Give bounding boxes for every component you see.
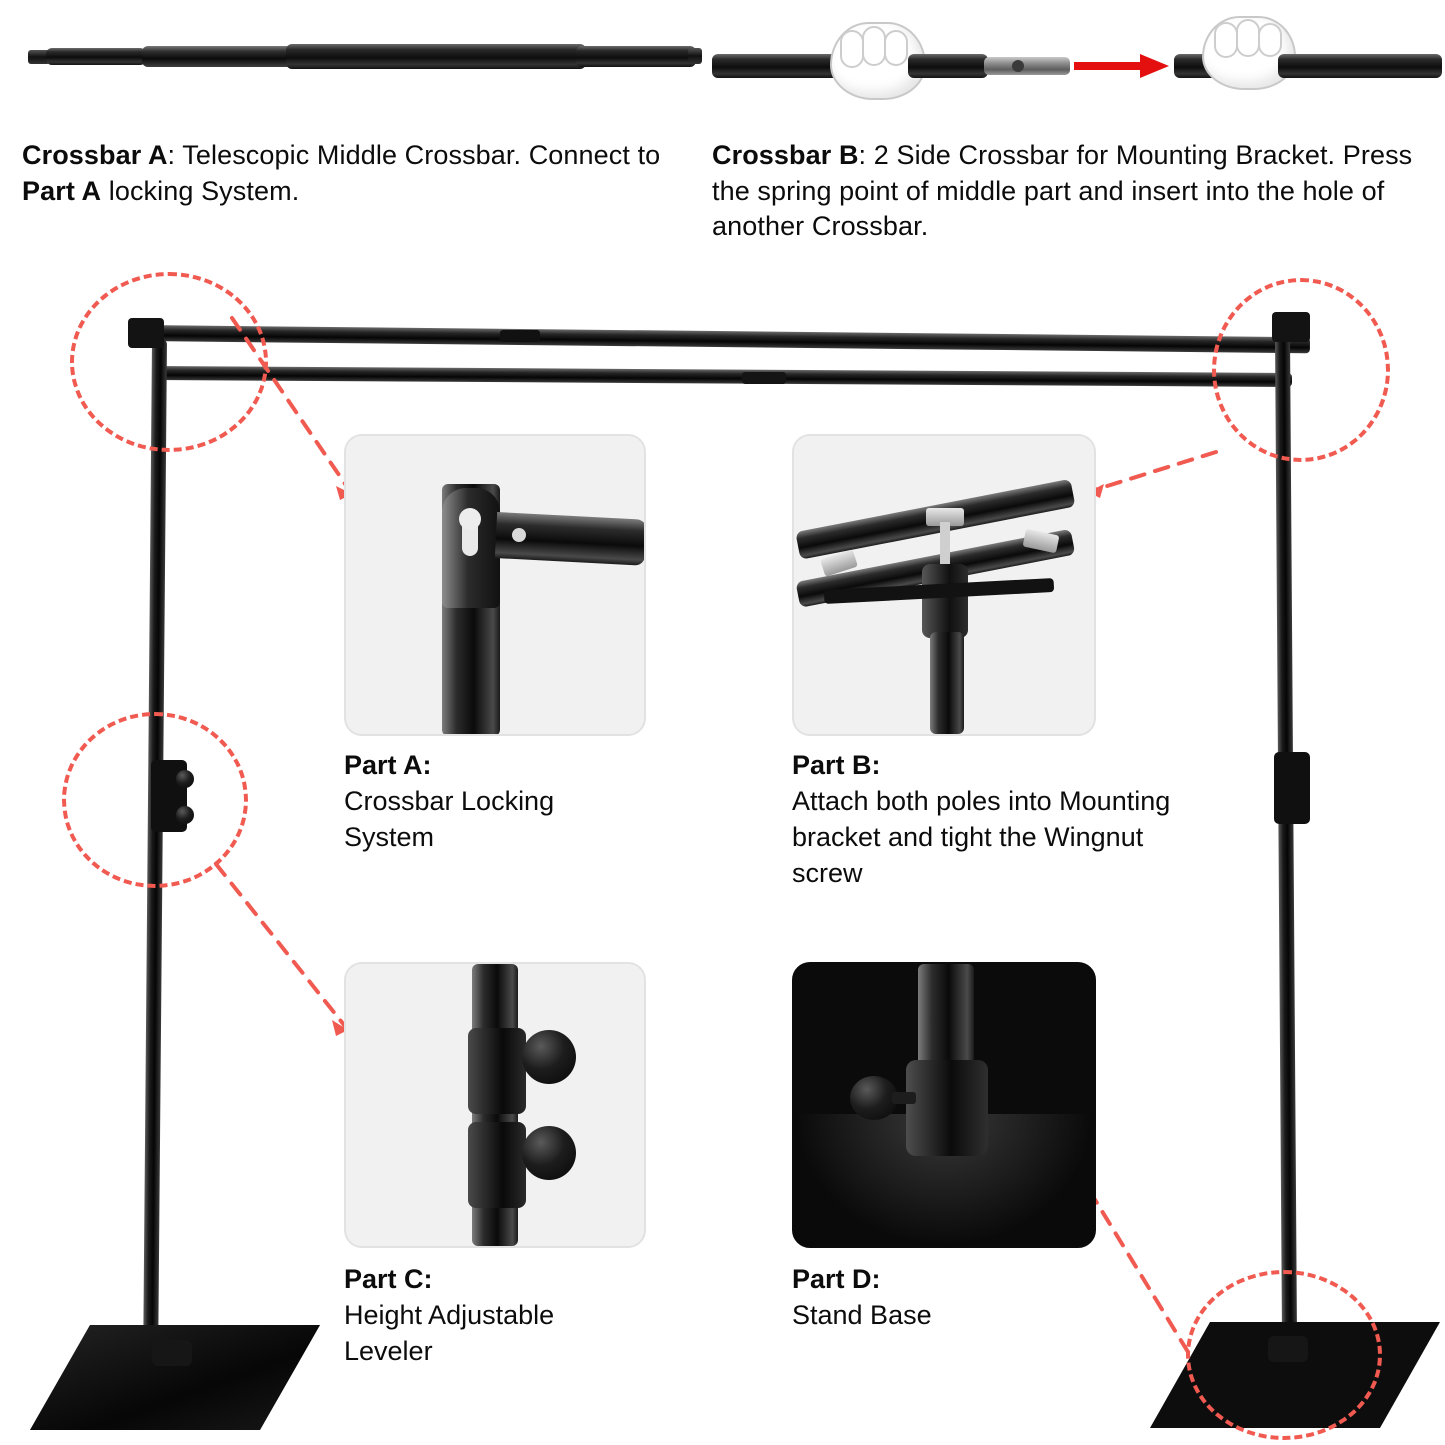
part-b-description: Attach both poles into Mounting bracket and tight the Wingnut screw	[792, 785, 1171, 888]
caption-crossbar-b-lead: Crossbar B	[712, 140, 859, 170]
part-b-mounting-bracket	[922, 564, 968, 638]
part-c-photo	[344, 962, 646, 1248]
part-a-photo	[344, 434, 646, 736]
part-c-knob-upper	[522, 1030, 576, 1084]
part-a-crossbar-pin	[512, 528, 526, 542]
part-c-leveler-body-lower	[468, 1122, 526, 1208]
part-d-collar	[906, 1060, 988, 1156]
caption-crossbar-a-lead: Crossbar A	[22, 140, 168, 170]
part-c-label	[344, 1262, 644, 1370]
caption-crossbar-a-part: Part A	[22, 175, 102, 206]
part-d-photo	[792, 962, 1096, 1248]
part-d-knob-stem	[892, 1092, 916, 1104]
part-d-title: Part D:	[792, 1264, 881, 1294]
part-b-photo	[792, 434, 1096, 736]
part-d-locking-knob	[850, 1076, 898, 1120]
caption-crossbar-a-tail: locking System.	[101, 175, 300, 206]
part-a-description: Crossbar Locking System	[344, 785, 555, 852]
part-c-description: Height Adjustable Leveler	[344, 1299, 555, 1366]
part-c-knob-lower	[522, 1126, 576, 1180]
part-c-leveler-body-upper	[468, 1028, 526, 1114]
part-a-keyhole-circle	[459, 508, 481, 530]
part-a-title: Part A:	[344, 750, 432, 780]
part-c-title: Part C:	[344, 1264, 433, 1294]
part-d-description: Stand Base	[792, 1299, 932, 1330]
caption-crossbar-a-text: : Telescopic Middle Crossbar. Connect to	[167, 140, 661, 170]
part-b-stand-pole	[930, 632, 964, 734]
part-a-label	[344, 748, 644, 856]
part-b-title: Part B:	[792, 750, 881, 780]
part-b-wingnut-center-stem	[940, 522, 950, 564]
part-b-label	[792, 748, 1192, 892]
part-d-label	[792, 1262, 1092, 1334]
caption-crossbar-b-text: : 2 Side Crossbar for Mounting Bracket. Press the spring point of middle part and insert into the hole of another Crossbar.	[712, 140, 1413, 242]
